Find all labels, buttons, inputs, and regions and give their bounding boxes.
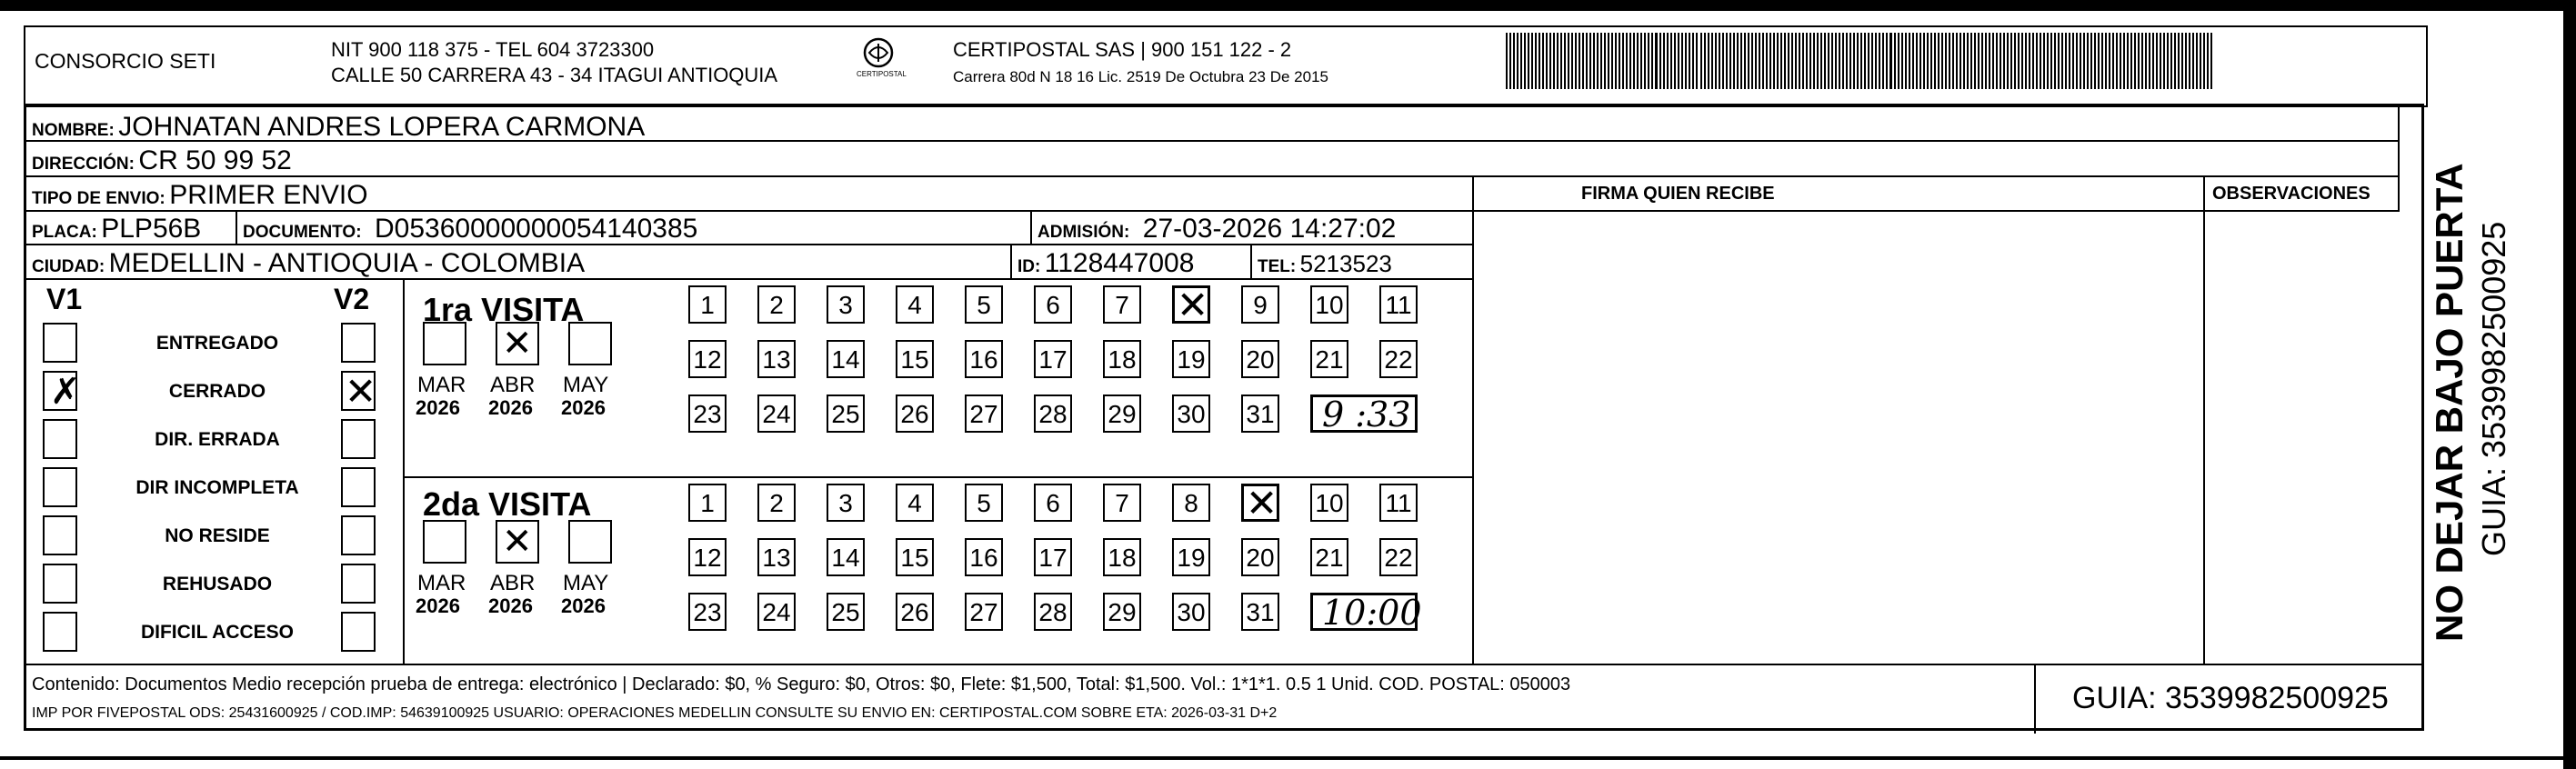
day-box[interactable] — [1172, 283, 1210, 327]
admision-field: ADMISIÓN: 27-03-2026 14:27:02 — [1037, 214, 1397, 244]
day-box[interactable]: 16 — [965, 340, 1003, 378]
ciudad-field: CIUDAD: MEDELLIN - ANTIOQUIA - COLOMBIA — [32, 248, 586, 278]
day-box[interactable]: 2 — [757, 285, 796, 324]
day-box[interactable]: 31 — [1241, 394, 1279, 433]
form-box — [24, 104, 2424, 731]
tel-field: TEL: 5213523 — [1258, 250, 1392, 277]
day-box[interactable]: 10 — [1310, 484, 1348, 522]
certipostal-line: CERTIPOSTAL SAS | 900 151 122 - 2 — [953, 38, 1292, 61]
admision-value: 27-03-2026 14:27:02 — [1142, 214, 1397, 244]
top-border — [0, 0, 2576, 11]
bottom-border — [0, 756, 2576, 760]
day-box[interactable]: 25 — [827, 394, 865, 433]
day-box[interactable]: 13 — [757, 340, 796, 378]
day-box[interactable]: 1 — [688, 285, 727, 324]
day-box[interactable]: 1 — [688, 484, 727, 522]
direccion-value: CR 50 99 52 — [138, 145, 292, 175]
status-label: DIR. ERRADA — [155, 429, 280, 450]
status-label: CERRADO — [168, 381, 266, 402]
day-box[interactable]: 3 — [827, 285, 865, 324]
footer-print-line: IMP POR FIVEPOSTAL ODS: 25431600925 / COD.IMP: 54639100925 USUARIO: OPERACIONES MEDELLIN CONSULTE SU ENVIO EN: CERTIPOSTAL.COM SOBRE ETA: 2026-03-31 D+2 — [32, 705, 1278, 721]
day-box[interactable]: 5 — [965, 285, 1003, 324]
x-mark: ✕ — [1177, 283, 1209, 327]
day-box[interactable]: 9 — [1241, 285, 1279, 324]
visit1-title: 1ra VISITA — [423, 291, 585, 328]
side-guia: GUIA: 3539982500925 — [2475, 221, 2512, 556]
day-box[interactable]: 23 — [688, 394, 727, 433]
v2-header: V2 — [334, 283, 370, 315]
day-box[interactable]: 29 — [1103, 394, 1141, 433]
company-name: CONSORCIO SETI — [35, 49, 216, 73]
month-label: MAY — [563, 571, 609, 595]
day-box[interactable]: 14 — [827, 340, 865, 378]
footer-content-line: Contenido: Documentos Medio recepción prueba de entrega: electrónico | Declarado: $0, % Seguro: $0, Otros: $0, Flete: $1,500, Total: $1,500. Vol.: 1*1*1. 0.5 1 Unid. COD. POSTAL: 050003 — [32, 674, 1571, 694]
month-label: ABR — [490, 571, 536, 595]
x-mark: ✕ — [502, 521, 533, 563]
placa-value: PLP56B — [101, 214, 202, 244]
day-box[interactable]: 12 — [688, 538, 727, 576]
month-checkbox[interactable] — [496, 520, 539, 564]
day-box[interactable]: 7 — [1103, 285, 1141, 324]
year-label: 2026 — [561, 396, 606, 419]
month-label: ABR — [490, 373, 536, 397]
month-label: MAR — [417, 571, 466, 595]
day-box[interactable]: 22 — [1379, 538, 1418, 576]
v1-header: V1 — [46, 283, 83, 315]
day-box[interactable]: 27 — [965, 593, 1003, 631]
day-box[interactable]: 17 — [1034, 340, 1072, 378]
day-box[interactable]: 20 — [1241, 538, 1279, 576]
observaciones-header: OBSERVACIONES — [2212, 184, 2371, 204]
month-label: MAY — [563, 373, 609, 397]
day-box[interactable]: 16 — [965, 538, 1003, 576]
status-label: ENTREGADO — [155, 333, 279, 354]
year-label: 2026 — [561, 594, 606, 617]
barcode — [1506, 33, 2215, 89]
tipo-envio-value: PRIMER ENVIO — [169, 180, 368, 210]
day-box[interactable]: 18 — [1103, 538, 1141, 576]
day-box[interactable]: 19 — [1172, 340, 1210, 378]
month-checkbox[interactable] — [568, 520, 612, 564]
day-box[interactable]: 24 — [757, 394, 796, 433]
day-box[interactable]: 25 — [827, 593, 865, 631]
certipostal-logo: CERTIPOSTAL — [857, 35, 900, 87]
year-label: 2026 — [488, 594, 533, 617]
day-box[interactable]: 11 — [1379, 484, 1418, 522]
day-box[interactable]: 15 — [896, 340, 934, 378]
day-box[interactable]: 18 — [1103, 340, 1141, 378]
nit-line: NIT 900 118 375 - TEL 604 3723300 — [331, 38, 655, 61]
x-mark: ✗ — [50, 371, 81, 413]
day-box[interactable]: 6 — [1034, 285, 1072, 324]
time-value: 10:00 — [1322, 593, 1422, 633]
year-label: 2026 — [488, 396, 533, 419]
year-label: 2026 — [416, 396, 460, 419]
firma-header: FIRMA QUIEN RECIBE — [1581, 184, 1775, 204]
day-box[interactable]: 10 — [1310, 285, 1348, 324]
id-value: 1128447008 — [1044, 248, 1195, 278]
day-box[interactable]: 31 — [1241, 593, 1279, 631]
x-mark: ✕ — [1246, 481, 1278, 525]
header-box — [24, 25, 2428, 107]
day-box[interactable]: 15 — [896, 538, 934, 576]
day-box[interactable]: 30 — [1172, 593, 1210, 631]
day-box[interactable]: 8 — [1172, 484, 1210, 522]
id-field: ID: 1128447008 — [1017, 248, 1195, 278]
license-line: Carrera 80d N 18 16 Lic. 2519 De Octubra 23 De 2015 — [953, 68, 1328, 85]
day-box[interactable]: 30 — [1172, 394, 1210, 433]
x-mark: ✕ — [345, 369, 377, 414]
day-box[interactable]: 6 — [1034, 484, 1072, 522]
documento-value: D05360000000054140385 — [375, 214, 698, 244]
day-box[interactable]: 12 — [688, 340, 727, 378]
day-box[interactable]: 11 — [1379, 285, 1418, 324]
day-box[interactable]: 19 — [1172, 538, 1210, 576]
status-label: REHUSADO — [162, 574, 273, 594]
day-box[interactable]: 22 — [1379, 340, 1418, 378]
day-box[interactable]: 26 — [896, 394, 934, 433]
ciudad-value: MEDELLIN - ANTIOQUIA - COLOMBIA — [108, 248, 586, 278]
day-box[interactable]: 7 — [1103, 484, 1141, 522]
month-label: MAR — [417, 373, 466, 397]
day-box[interactable]: 2 — [757, 484, 796, 522]
day-box[interactable] — [1241, 481, 1279, 525]
placa-field: PLACA: PLP56B — [32, 214, 202, 244]
visit2-title: 2da VISITA — [423, 485, 592, 523]
day-box[interactable]: 3 — [827, 484, 865, 522]
day-box[interactable]: 28 — [1034, 394, 1072, 433]
day-box[interactable]: 26 — [896, 593, 934, 631]
address-line: CALLE 50 CARRERA 43 - 34 ITAGUI ANTIOQUIA — [331, 64, 778, 86]
direccion-field: DIRECCIÓN: CR 50 99 52 — [32, 145, 292, 175]
day-box[interactable]: 27 — [965, 394, 1003, 433]
day-box[interactable]: 14 — [827, 538, 865, 576]
status-label: DIFICIL ACCESO — [140, 622, 294, 643]
x-mark: ✕ — [502, 323, 533, 365]
time-value: 9 :33 — [1322, 394, 1411, 434]
day-box[interactable]: 24 — [757, 593, 796, 631]
day-box[interactable]: 23 — [688, 593, 727, 631]
day-box[interactable]: 17 — [1034, 538, 1072, 576]
status-label: DIR INCOMPLETA — [135, 477, 299, 498]
status-label: NO RESIDE — [165, 525, 270, 546]
tel-value: 5213523 — [1299, 250, 1392, 277]
day-box[interactable]: 5 — [965, 484, 1003, 522]
month-checkbox[interactable] — [423, 520, 466, 564]
tipo-envio-field: TIPO DE ENVIO: PRIMER ENVIO — [32, 180, 368, 210]
month-checkbox[interactable] — [423, 322, 466, 365]
no-dejar-notice: NO DEJAR BAJO PUERTA — [2428, 163, 2471, 642]
right-border — [2563, 0, 2576, 769]
day-box[interactable]: 4 — [896, 484, 934, 522]
time-box[interactable] — [1310, 394, 1418, 433]
day-box[interactable]: 28 — [1034, 593, 1072, 631]
footer-guia: GUIA: 3539982500925 — [2072, 681, 2389, 715]
year-label: 2026 — [416, 594, 460, 617]
time-box[interactable] — [1310, 593, 1422, 633]
nombre-field: NOMBRE: JOHNATAN ANDRES LOPERA CARMONA — [32, 112, 646, 142]
day-box[interactable]: 13 — [757, 538, 796, 576]
day-box[interactable]: 29 — [1103, 593, 1141, 631]
day-box[interactable]: 21 — [1310, 538, 1348, 576]
month-checkbox[interactable] — [496, 322, 539, 365]
day-box[interactable]: 4 — [896, 285, 934, 324]
month-checkbox[interactable] — [568, 322, 612, 365]
day-box[interactable]: 20 — [1241, 340, 1279, 378]
nombre-value: JOHNATAN ANDRES LOPERA CARMONA — [118, 112, 646, 142]
documento-field: DOCUMENTO: D05360000000054140385 — [243, 214, 698, 244]
day-box[interactable]: 21 — [1310, 340, 1348, 378]
